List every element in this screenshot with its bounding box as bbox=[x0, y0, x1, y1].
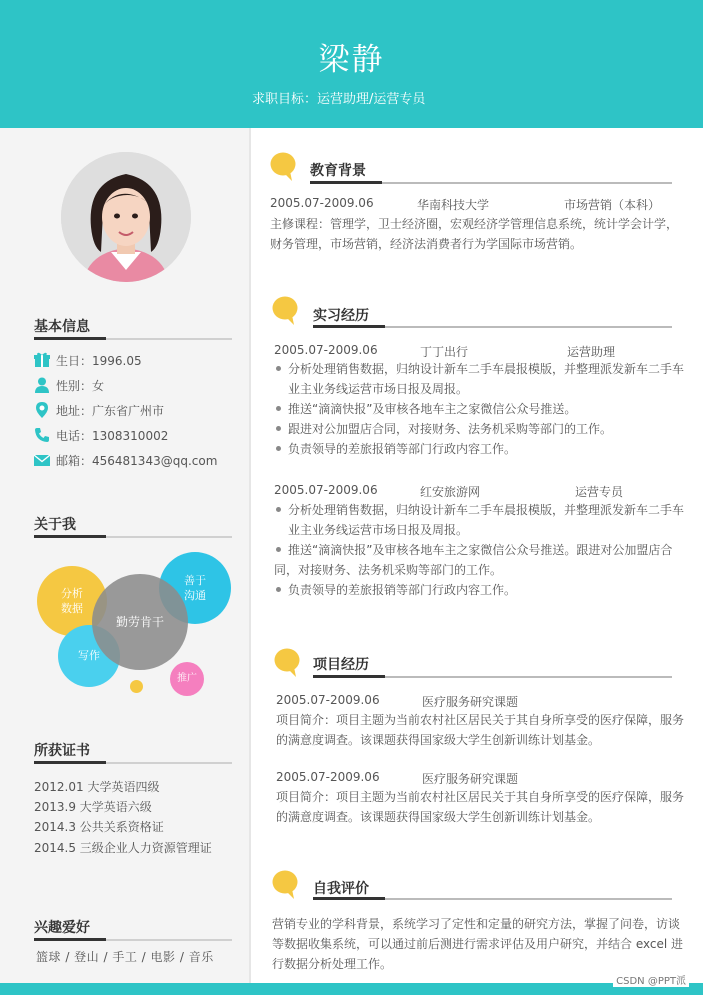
job-objective: 求职目标：运营助理/运营专员 bbox=[252, 92, 426, 107]
education-major: 市场营销（本科） bbox=[564, 198, 661, 212]
job-duty: 推送“滴滴快报”及审核各地车主之家微信公众号推送。跟进对公加盟店合 bbox=[274, 540, 672, 560]
project-name: 医疗服务研究课题 bbox=[422, 695, 519, 709]
skill-bubble-communication: 善于 沟通 bbox=[159, 552, 231, 624]
hobbies-rule bbox=[34, 939, 232, 941]
job-duty: 推送“滴滴快报”及审核各地车主之家微信公众号推送。 bbox=[274, 399, 576, 419]
skill-bubble-writing: 写作 bbox=[58, 625, 120, 687]
gender-row bbox=[34, 376, 104, 394]
cert-item: 2014.3 公共关系资格证 bbox=[34, 820, 164, 834]
gender-text: 性别：女 bbox=[56, 378, 105, 393]
decorative-dot bbox=[130, 680, 143, 693]
internship-heading: 实习经历 bbox=[313, 308, 369, 324]
job-duty: 负责领导的差旅报销等部门行政内容工作。 bbox=[274, 439, 516, 459]
email-row bbox=[34, 451, 217, 469]
self-eval-rule bbox=[313, 898, 672, 900]
job-company: 红安旅游网 bbox=[420, 485, 481, 499]
project-desc-line: 的满意度调查。该课题获得国家级大学生创新训练计划基金。 bbox=[276, 733, 601, 747]
project-name: 医疗服务研究课题 bbox=[422, 772, 519, 786]
job-role: 运营助理 bbox=[567, 345, 616, 359]
job-duty: 负责领导的差旅报销等部门行政内容工作。 bbox=[274, 580, 516, 600]
job-duty: 分析处理销售数据，归纳设计新车二手车晨报模版，并整理派发新车二手车 bbox=[274, 359, 684, 379]
birthday-text: 生日：1996.05 bbox=[56, 353, 142, 368]
skill-bubble-promotion: 推广 bbox=[170, 662, 204, 696]
candidate-name: 梁静 bbox=[318, 42, 385, 78]
internship-rule bbox=[313, 326, 672, 328]
about-rule bbox=[34, 536, 232, 538]
watermark: CSDN @PPT派 bbox=[613, 972, 689, 987]
footer-bar bbox=[0, 983, 703, 995]
basic-info-heading: 基本信息 bbox=[34, 319, 90, 335]
mail-icon bbox=[34, 452, 50, 468]
project-desc-line: 的满意度调查。该课题获得国家级大学生创新训练计划基金。 bbox=[276, 810, 601, 824]
education-school: 华南科技大学 bbox=[417, 198, 490, 212]
project-date: 2005.07-2009.06 bbox=[276, 693, 380, 707]
self-eval-line: 营销专业的学科背景，系统学习了定性和定量的研究方法，掌握了问卷，访谈 bbox=[272, 917, 681, 931]
gift-icon bbox=[34, 352, 50, 368]
self-eval-line: 等数据收集系统，可以通过前后测进行需求评估及用户研究，并结合 excel 进 bbox=[272, 937, 684, 951]
phone-row bbox=[34, 426, 168, 444]
job-date: 2005.07-2009.06 bbox=[274, 343, 378, 357]
projects-heading: 项目经历 bbox=[313, 657, 369, 673]
location-pin-icon bbox=[34, 402, 50, 418]
job-duty-cont: 业主业务线运营市场日报及周报。 bbox=[288, 523, 469, 537]
address-text: 地址：广东省广州市 bbox=[56, 403, 165, 418]
hobbies-heading: 兴趣爱好 bbox=[34, 920, 90, 936]
job-duty-cont: 业主业务线运营市场日报及周报。 bbox=[288, 382, 469, 396]
education-courses-line: 财务管理，市场营销，经济法消费者行为学国际市场营销。 bbox=[270, 237, 583, 251]
certs-rule bbox=[34, 762, 232, 764]
education-courses-line: 主修课程：管理学，卫士经济圈，宏观经济学管理信息系统，统计学会计学， bbox=[270, 217, 679, 231]
project-date: 2005.07-2009.06 bbox=[276, 770, 380, 784]
certs-heading: 所获证书 bbox=[34, 743, 90, 759]
address-row bbox=[34, 401, 164, 419]
cert-item: 2014.5 三级企业人力资源管理证 bbox=[34, 841, 212, 855]
education-date: 2005.07-2009.06 bbox=[270, 196, 374, 210]
speech-bubble-icon bbox=[272, 296, 298, 326]
cert-item: 2012.01 大学英语四级 bbox=[34, 780, 160, 794]
speech-bubble-icon bbox=[270, 152, 296, 182]
job-company: 丁丁出行 bbox=[420, 345, 469, 359]
header-banner bbox=[0, 0, 703, 128]
education-heading: 教育背景 bbox=[310, 163, 366, 179]
self-eval-heading: 自我评价 bbox=[313, 881, 369, 897]
job-duty: 跟进对公加盟店合同，对接财务、法务机采购等部门的工作。 bbox=[274, 419, 612, 439]
job-duty-cont: 同，对接财务、法务机采购等部门的工作。 bbox=[274, 563, 503, 577]
speech-bubble-icon bbox=[274, 648, 300, 678]
phone-icon bbox=[34, 427, 50, 443]
project-desc-line: 项目简介：项目主题为当前农村社区居民关于其自身所享受的医疗保障，服务 bbox=[276, 790, 685, 804]
avatar bbox=[61, 152, 191, 282]
job-role: 运营专员 bbox=[575, 485, 624, 499]
job-duty: 分析处理销售数据，归纳设计新车二手车晨报模版，并整理派发新车二手车 bbox=[274, 500, 684, 520]
project-desc-line: 项目简介：项目主题为当前农村社区居民关于其自身所享受的医疗保障，服务 bbox=[276, 713, 685, 727]
speech-bubble-icon bbox=[272, 870, 298, 900]
skill-bubble-diligent: 勤劳肯干 bbox=[92, 574, 188, 670]
person-icon bbox=[34, 377, 50, 393]
skill-bubble-analysis: 分析 数据 bbox=[37, 566, 107, 636]
column-divider bbox=[249, 128, 251, 983]
hobbies-list: 篮球 / 登山 / 手工 / 电影 / 音乐 bbox=[36, 950, 214, 964]
about-heading: 关于我 bbox=[34, 517, 76, 533]
self-eval-line: 行数据分析处理工作。 bbox=[272, 957, 393, 971]
projects-rule bbox=[313, 676, 672, 678]
email-text: 邮箱：456481343@qq.com bbox=[56, 453, 218, 468]
basic-info-rule bbox=[34, 338, 232, 340]
birthday-row bbox=[34, 351, 142, 369]
education-rule bbox=[310, 182, 672, 184]
phone-text: 电话：1308310002 bbox=[56, 428, 169, 443]
job-date: 2005.07-2009.06 bbox=[274, 483, 378, 497]
cert-item: 2013.9 大学英语六级 bbox=[34, 800, 152, 814]
